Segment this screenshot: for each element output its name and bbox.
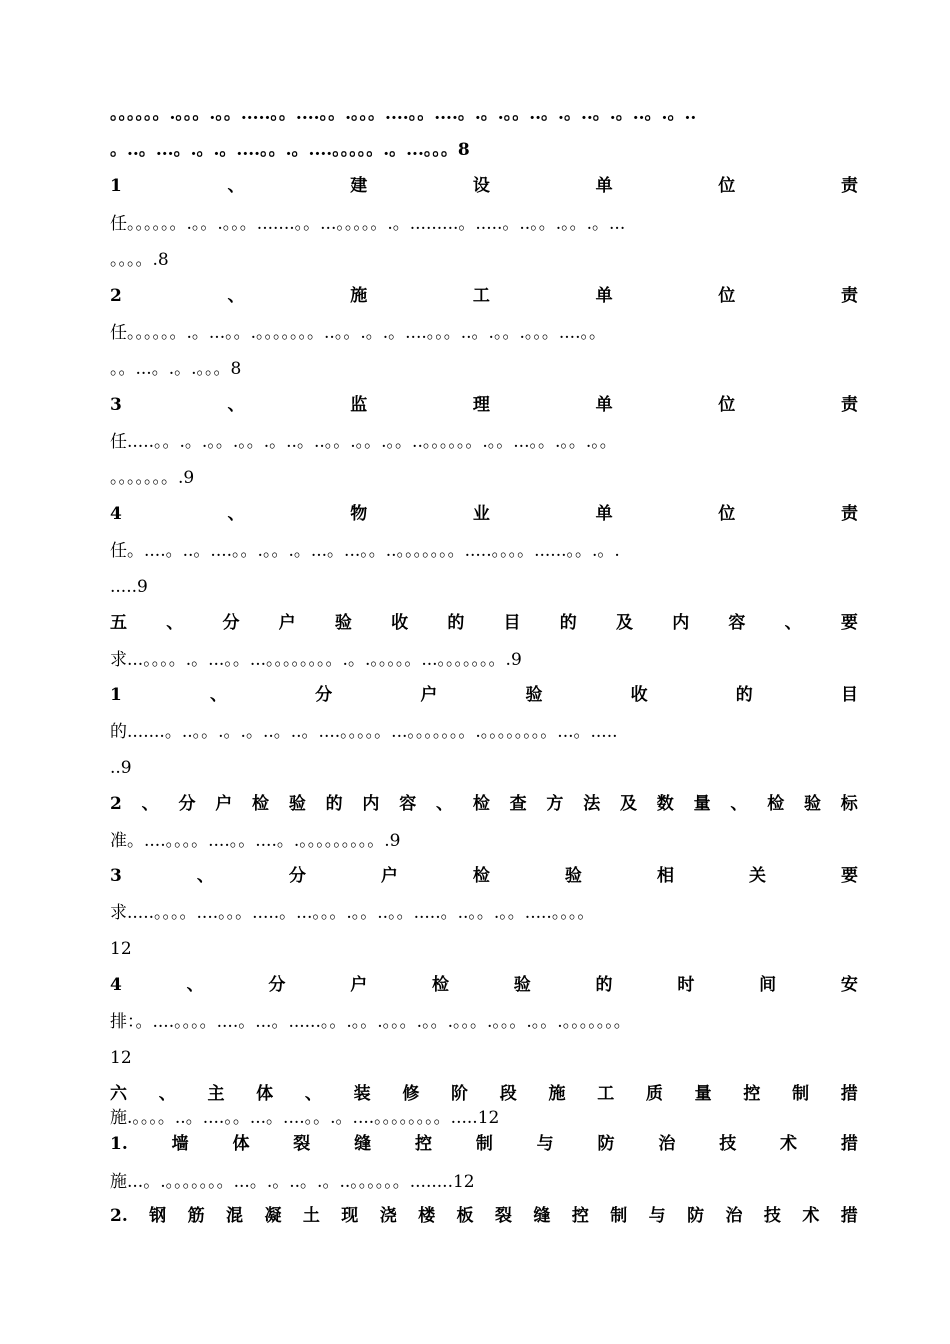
toc-char: 工 <box>472 286 490 306</box>
toc-char: 法 <box>583 794 601 814</box>
toc-char: 现 <box>341 1206 359 1226</box>
toc-char: 验 <box>525 685 543 705</box>
toc-leader-line: 。。。。。。。.9 <box>110 468 195 488</box>
toc-entry-acceptance-purpose <box>110 683 858 707</box>
toc-char: 制 <box>792 1084 810 1104</box>
toc-leader-line: 排：。....。。。。....。...。......。。.。。.。。。.。。.。。。.。。。.。。.。。。。。。。 <box>110 1012 631 1032</box>
toc-char: 及 <box>615 613 633 633</box>
toc-char: 验 <box>288 794 306 814</box>
toc-char: 裂 <box>293 1134 311 1154</box>
toc-char: 4 <box>110 975 122 995</box>
toc-char: 修 <box>402 1084 420 1104</box>
toc-leader-line: ..9 <box>110 758 132 778</box>
toc-char: 量 <box>693 794 711 814</box>
toc-char: 关 <box>748 866 766 886</box>
toc-char: 浇 <box>379 1206 397 1226</box>
toc-char: 位 <box>718 176 736 196</box>
toc-char: 、 <box>141 794 159 814</box>
toc-char: 建 <box>350 176 368 196</box>
toc-entry-slab-cracks <box>110 1204 858 1228</box>
toc-char: 、 <box>186 975 204 995</box>
toc-char: 土 <box>302 1206 320 1226</box>
toc-char: 技 <box>719 1134 737 1154</box>
toc-char: 检 <box>472 794 490 814</box>
toc-char: 分 <box>178 794 196 814</box>
toc-char: 缝 <box>354 1134 372 1154</box>
toc-char: 的 <box>735 685 753 705</box>
toc-char: 2 <box>110 794 122 814</box>
toc-char: 户 <box>278 613 296 633</box>
toc-char: 的 <box>325 794 343 814</box>
toc-char: 阶 <box>451 1084 469 1104</box>
toc-leader-line: 。。。。.8 <box>110 250 169 270</box>
toc-char: 治 <box>658 1134 676 1154</box>
toc-char: 责 <box>840 286 858 306</box>
toc-char: 分 <box>268 975 286 995</box>
toc-char: 六 <box>110 1084 127 1104</box>
toc-leader-line: 。。...。.。.。。。8 <box>110 359 242 379</box>
toc-char: 技 <box>763 1206 781 1226</box>
toc-entry-construction-unit <box>110 174 858 198</box>
toc-char: 验 <box>564 866 582 886</box>
toc-leader-line: 求...。。。。.。...。。...。。。。。。。。.。.。。。。。...。。。。。。。.9 <box>110 650 522 670</box>
toc-char: 3 <box>110 395 122 415</box>
toc-char: 监 <box>350 395 368 415</box>
toc-leader-line: 任。。。。。。.。...。。.。。。。。。。..。。.。.。....。。。..。.。。.。。。....。。 <box>110 323 606 343</box>
toc-char: 户 <box>380 866 398 886</box>
toc-char: 、 <box>784 613 802 633</box>
toc-char: 要 <box>840 866 858 886</box>
toc-char: 容 <box>399 794 417 814</box>
toc-char: 检 <box>252 794 270 814</box>
toc-leader-line: 任.....。。.。.。。.。。.。..。..。。.。。.。。..。。。。。。.。。...。。.。。.。。 <box>110 432 617 452</box>
toc-char: 内 <box>672 613 690 633</box>
toc-char: 责 <box>840 395 858 415</box>
toc-char: 与 <box>648 1206 666 1226</box>
toc-leader-line: 求.....。。。。....。。。.....。...。。。.。。..。。.....。..。。.。。.....。。。。 <box>110 903 595 923</box>
toc-char: 混 <box>226 1206 244 1226</box>
toc-char: 防 <box>597 1134 615 1154</box>
toc-char: 1. <box>110 1134 128 1154</box>
toc-char: 的 <box>447 613 465 633</box>
toc-char: 量 <box>694 1084 712 1104</box>
toc-char: 段 <box>499 1084 517 1104</box>
toc-entry-property-management <box>110 502 858 526</box>
toc-char: 要 <box>840 613 858 633</box>
toc-char: 分 <box>315 685 333 705</box>
toc-char: 检 <box>431 975 449 995</box>
toc-char: 措 <box>840 1134 858 1154</box>
toc-char: 4 <box>110 504 122 524</box>
toc-leader-line: 施...。.。。。。。。。...。.。..。.。..。。。。。。........12 <box>110 1172 475 1192</box>
toc-char: 户 <box>215 794 233 814</box>
toc-leader-line: 施.。。。。..。....。。...。....。。.。....。。。。。。。。.....12 <box>110 1108 500 1128</box>
toc-char: 检 <box>472 866 490 886</box>
toc-char: 相 <box>656 866 674 886</box>
toc-char: 验 <box>334 613 352 633</box>
toc-char: 单 <box>595 395 613 415</box>
toc-char: 、 <box>166 613 184 633</box>
toc-char: 制 <box>475 1134 493 1154</box>
toc-char: 墙 <box>171 1134 189 1154</box>
toc-entry-section-five <box>110 611 858 635</box>
toc-char: 、 <box>227 395 245 415</box>
toc-char: 位 <box>718 395 736 415</box>
toc-char: 、 <box>730 794 748 814</box>
toc-entry-wall-cracks <box>110 1132 858 1156</box>
toc-leader-line: 任。....。..。....。。.。。.。...。...。。..。。。。。。。.....。。。。......。。.。. <box>110 541 620 561</box>
toc-char: 数 <box>656 794 674 814</box>
toc-char: 容 <box>728 613 746 633</box>
toc-entry-inspection-content <box>110 792 858 816</box>
toc-char: 、 <box>436 794 454 814</box>
toc-char: 质 <box>645 1084 663 1104</box>
toc-char: 楼 <box>418 1206 436 1226</box>
toc-entry-contractor <box>110 284 858 308</box>
toc-char: 标 <box>840 794 858 814</box>
toc-leader-line: 。。。。。。.。。。.。。.....。。....。。.。。。....。。....。.。.。。..。.。..。.。..。.。.. <box>110 104 697 124</box>
toc-char: 制 <box>610 1206 628 1226</box>
toc-char: 户 <box>420 685 438 705</box>
toc-char: 控 <box>743 1084 761 1104</box>
toc-char: 的 <box>559 613 577 633</box>
toc-char: 、 <box>227 176 245 196</box>
toc-char: 及 <box>620 794 637 814</box>
toc-char: 安 <box>840 975 858 995</box>
toc-char: 体 <box>256 1084 274 1104</box>
toc-char: 1 <box>110 176 122 196</box>
toc-char: 施 <box>548 1084 566 1104</box>
toc-char: 筋 <box>187 1206 205 1226</box>
toc-char: 、 <box>210 685 227 705</box>
toc-char: 业 <box>472 504 490 524</box>
toc-char: 时 <box>677 975 695 995</box>
toc-char: 收 <box>391 613 409 633</box>
toc-char: 、 <box>304 1084 322 1104</box>
toc-entry-inspection-requirements <box>110 864 858 888</box>
toc-char: 位 <box>718 504 736 524</box>
toc-char: 分 <box>288 866 306 886</box>
toc-leader-line: 的.......。..。。.。.。..。..。....。。。。。...。。。。。。。.。。。。。。。。...。..... <box>110 722 618 742</box>
toc-char: 单 <box>595 504 613 524</box>
toc-char: 主 <box>207 1084 225 1104</box>
toc-entry-section-six <box>110 1082 858 1106</box>
toc-char: 间 <box>759 975 777 995</box>
toc-char: 治 <box>725 1206 743 1226</box>
toc-char: 目 <box>840 685 858 705</box>
toc-char: 施 <box>350 286 368 306</box>
toc-char: 裂 <box>494 1206 512 1226</box>
toc-char: 控 <box>571 1206 589 1226</box>
toc-char: 方 <box>546 794 564 814</box>
toc-char: 术 <box>802 1206 820 1226</box>
toc-char: 3 <box>110 866 122 886</box>
toc-char: 位 <box>718 286 736 306</box>
toc-char: 收 <box>630 685 648 705</box>
toc-char: 的 <box>595 975 613 995</box>
toc-char: 查 <box>509 794 527 814</box>
toc-entry-inspection-schedule <box>110 973 858 997</box>
toc-leader-line: .....9 <box>110 577 148 597</box>
toc-char: 、 <box>196 866 214 886</box>
toc-char: 术 <box>780 1134 798 1154</box>
toc-char: 控 <box>414 1134 432 1154</box>
toc-char: 防 <box>687 1206 705 1226</box>
toc-char: 责 <box>840 504 858 524</box>
toc-entry-supervisor <box>110 393 858 417</box>
toc-char: 验 <box>513 975 531 995</box>
toc-char: 钢 <box>149 1206 167 1226</box>
toc-char: 验 <box>803 794 821 814</box>
toc-char: 单 <box>595 286 613 306</box>
toc-char: 体 <box>232 1134 250 1154</box>
toc-char: 工 <box>597 1084 615 1104</box>
toc-char: 设 <box>472 176 490 196</box>
toc-leader-line: 12 <box>110 1048 132 1068</box>
toc-leader-line: 。..。...。.。.。....。。.。....。。。。。.。...。。。8 <box>110 140 470 160</box>
toc-char: 2. <box>110 1206 128 1226</box>
toc-char: 户 <box>350 975 368 995</box>
toc-char: 板 <box>456 1206 474 1226</box>
toc-leader-line: 12 <box>110 939 132 959</box>
toc-char: 五 <box>110 613 127 633</box>
toc-char: 责 <box>840 176 858 196</box>
toc-char: 分 <box>222 613 240 633</box>
toc-char: 目 <box>503 613 521 633</box>
toc-char: 1 <box>110 685 122 705</box>
toc-leader-line: 任。。。。。。.。。.。。。.......。。...。。。。。.。.........。.....。..。。.。。.。... <box>110 214 626 234</box>
toc-char: 缝 <box>533 1206 551 1226</box>
toc-char: 、 <box>227 286 245 306</box>
toc-char: 单 <box>595 176 613 196</box>
toc-char: 理 <box>472 395 490 415</box>
toc-char: 内 <box>362 794 380 814</box>
toc-leader-line: 准。....。。。。....。。....。.。。。。。。。。。.9 <box>110 831 401 851</box>
toc-char: 与 <box>536 1134 554 1154</box>
toc-char: 、 <box>158 1084 176 1104</box>
toc-char: 2 <box>110 286 122 306</box>
toc-char: 措 <box>840 1206 858 1226</box>
toc-char: 、 <box>227 504 245 524</box>
toc-char: 装 <box>353 1084 371 1104</box>
toc-char: 措 <box>840 1084 858 1104</box>
toc-char: 物 <box>350 504 368 524</box>
toc-char: 检 <box>767 794 785 814</box>
toc-char: 凝 <box>264 1206 282 1226</box>
